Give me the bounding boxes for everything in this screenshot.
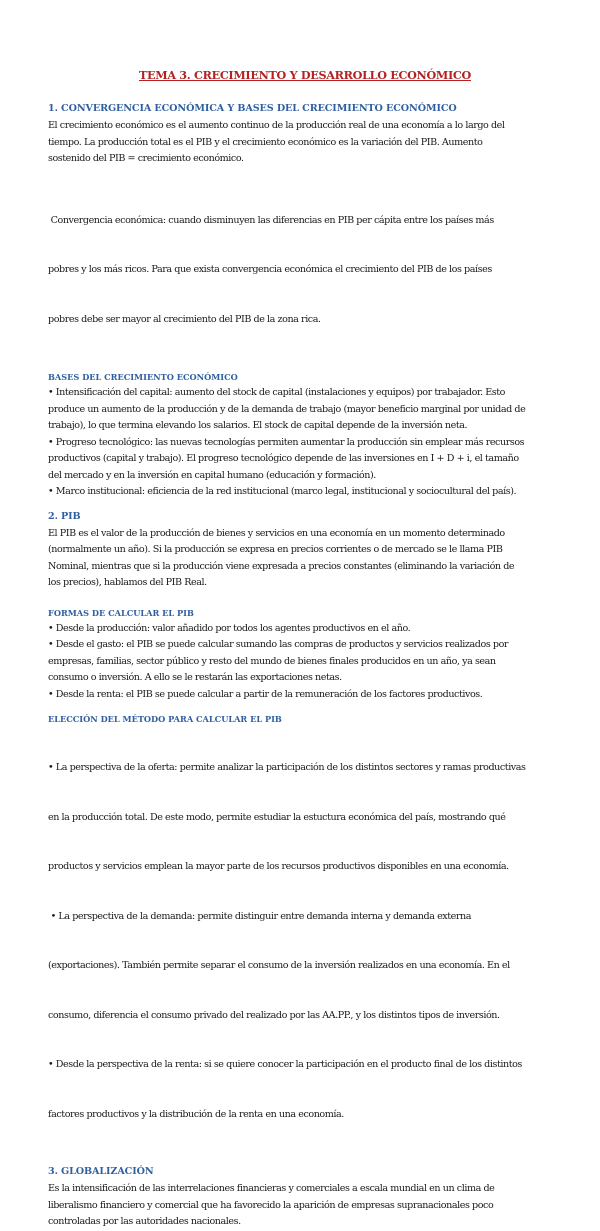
- text-line: (exportaciones). También permite separar el consumo de la inversión realizados en una economía. En el: [48, 960, 510, 971]
- text-line: El crecimiento económico es el aumento continuo de la producción real de una economía a lo largo del: [48, 120, 505, 131]
- section-2-paragraph: [48, 526, 562, 592]
- section-3-heading: 3. GLOBALIZACIÓN: [48, 1166, 154, 1177]
- text-line: produce un aumento de la producción y de la demanda de trabajo (mayor beneficio marginal por unidad de: [48, 403, 526, 415]
- section-2-heading: 2. PIB: [48, 510, 81, 522]
- text-line: tiempo. La producción total es el PIB y el crecimiento económico es la variación del PIB. Aumento: [48, 136, 483, 148]
- document-content: [48, 66, 562, 1231]
- text-line: consumo, diferencia el consumo privado del realizado por las AA.PP., y los distintos tipos de inversión.: [48, 1009, 500, 1021]
- text-line: productos y servicios emplean la mayor parte de los recursos productivos disponibles en una economía.: [48, 861, 509, 872]
- section-1-heading: 1. CONVERGENCIA ECONÓMICA Y BASES DEL CRECIMIENTO ECONÓMICO: [48, 103, 457, 114]
- text-line: en la producción total. De este modo, permite estudiar la estuctura económica del país, mostrando qué: [48, 811, 506, 823]
- text-line: controladas por las autoridades nacionales.: [48, 1216, 241, 1227]
- text-line: • Desde la renta: el PIB se puede calcular a partir de la remuneración de los factores productivos.: [48, 688, 483, 700]
- text-line: • La perspectiva de la oferta: permite analizar la participación de los distintos sectores y ramas productivas: [48, 762, 526, 773]
- text-line: (normalmente un año). Si la producción se expresa en precios corrientes o de mercado se le llama PIB: [48, 544, 503, 555]
- text-line: Es la intensificación de las interrelaciones financieras y comerciales a escala mundial en un clima de: [48, 1183, 495, 1194]
- text-line: Convergencia económica: cuando disminuyen las diferencias en PIB per cápita entre los países más: [48, 214, 494, 226]
- text-line: • La perspectiva de la demanda: permite distinguir entre demanda interna y demanda externa: [48, 910, 472, 922]
- text-line: pobres y los más ricos. Para que exista convergencia económica el crecimiento del PIB de los países: [48, 264, 492, 275]
- text-line: • Desde la producción: valor añadido por todos los agentes productivos en el año.: [48, 622, 411, 634]
- text-line: sostenido del PIB = crecimiento económico.: [48, 153, 244, 164]
- text-line: del mercado y en la inversión en capital humano (educación y formación).: [48, 469, 376, 481]
- text-line: • Progreso tecnológico: las nuevas tecnologías permiten aumentar la producción sin emplear más recursos: [48, 436, 525, 448]
- text-line: El PIB es el valor de la producción de bienes y servicios en una economía en un momento determinado: [48, 527, 505, 539]
- text-line: Nominal, mientras que si la producción viene expresada a precios constantes (eliminando la variación de: [48, 560, 515, 572]
- text-line: factores productivos y la distribución de la renta en una economía.: [48, 1108, 344, 1120]
- text-line: trabajo), lo que termina elevando los salarios. El stock de capital depende de la inversión neta.: [48, 420, 468, 431]
- bases-list: [48, 385, 562, 501]
- text-line: pobres debe ser mayor al crecimiento del PIB de la zona rica.: [48, 313, 321, 325]
- eleccion-list: [48, 727, 562, 1156]
- text-line: • Marco institucional: eficiencia de la red institucional (marco legal, institucional y sociocultural del país).: [48, 486, 517, 497]
- section-1-paragraph-1: [48, 118, 562, 168]
- page-title: TEMA 3. CRECIMIENTO Y DESARROLLO ECONÓMICO: [139, 68, 471, 82]
- section-3-paragraph: [48, 1181, 562, 1231]
- bases-heading: BASES DEL CRECIMIENTO ECONÓMICO: [48, 372, 238, 382]
- text-line: empresas, familias, sector público y resto del mundo de bienes finales producidos en un año, ya sean: [48, 655, 496, 667]
- eleccion-heading: ELECCIÓN DEL MÉTODO PARA CALCULAR EL PIB: [48, 714, 282, 724]
- text-line: los precios), hablamos del PIB Real.: [48, 577, 207, 588]
- text-line: • Intensificación del capital: aumento del stock de capital (instalaciones y equipos) por trabajador. Esto: [48, 387, 505, 398]
- text-line: productivos (capital y trabajo). El progreso tecnológico depende de las inversiones en I + D + i, el tamaño: [48, 453, 519, 464]
- text-line: • Desde la perspectiva de la renta: si se quiere conocer la participación en el producto final de los distintos: [48, 1059, 522, 1070]
- text-line: liberalismo financiero y comercial que ha favorecido la aparición de empresas supranacionales poco: [48, 1199, 494, 1211]
- section-1-paragraph-2: [48, 180, 562, 362]
- formas-heading: FORMAS DE CALCULAR EL PIB: [48, 607, 194, 618]
- formas-list: [48, 621, 562, 704]
- text-line: • Desde el gasto: el PIB se puede calcular sumando las compras de productos y servicios realizados por: [48, 639, 509, 650]
- text-line: consumo o inversión. A ello se le restarán las exportaciones netas.: [48, 672, 342, 683]
